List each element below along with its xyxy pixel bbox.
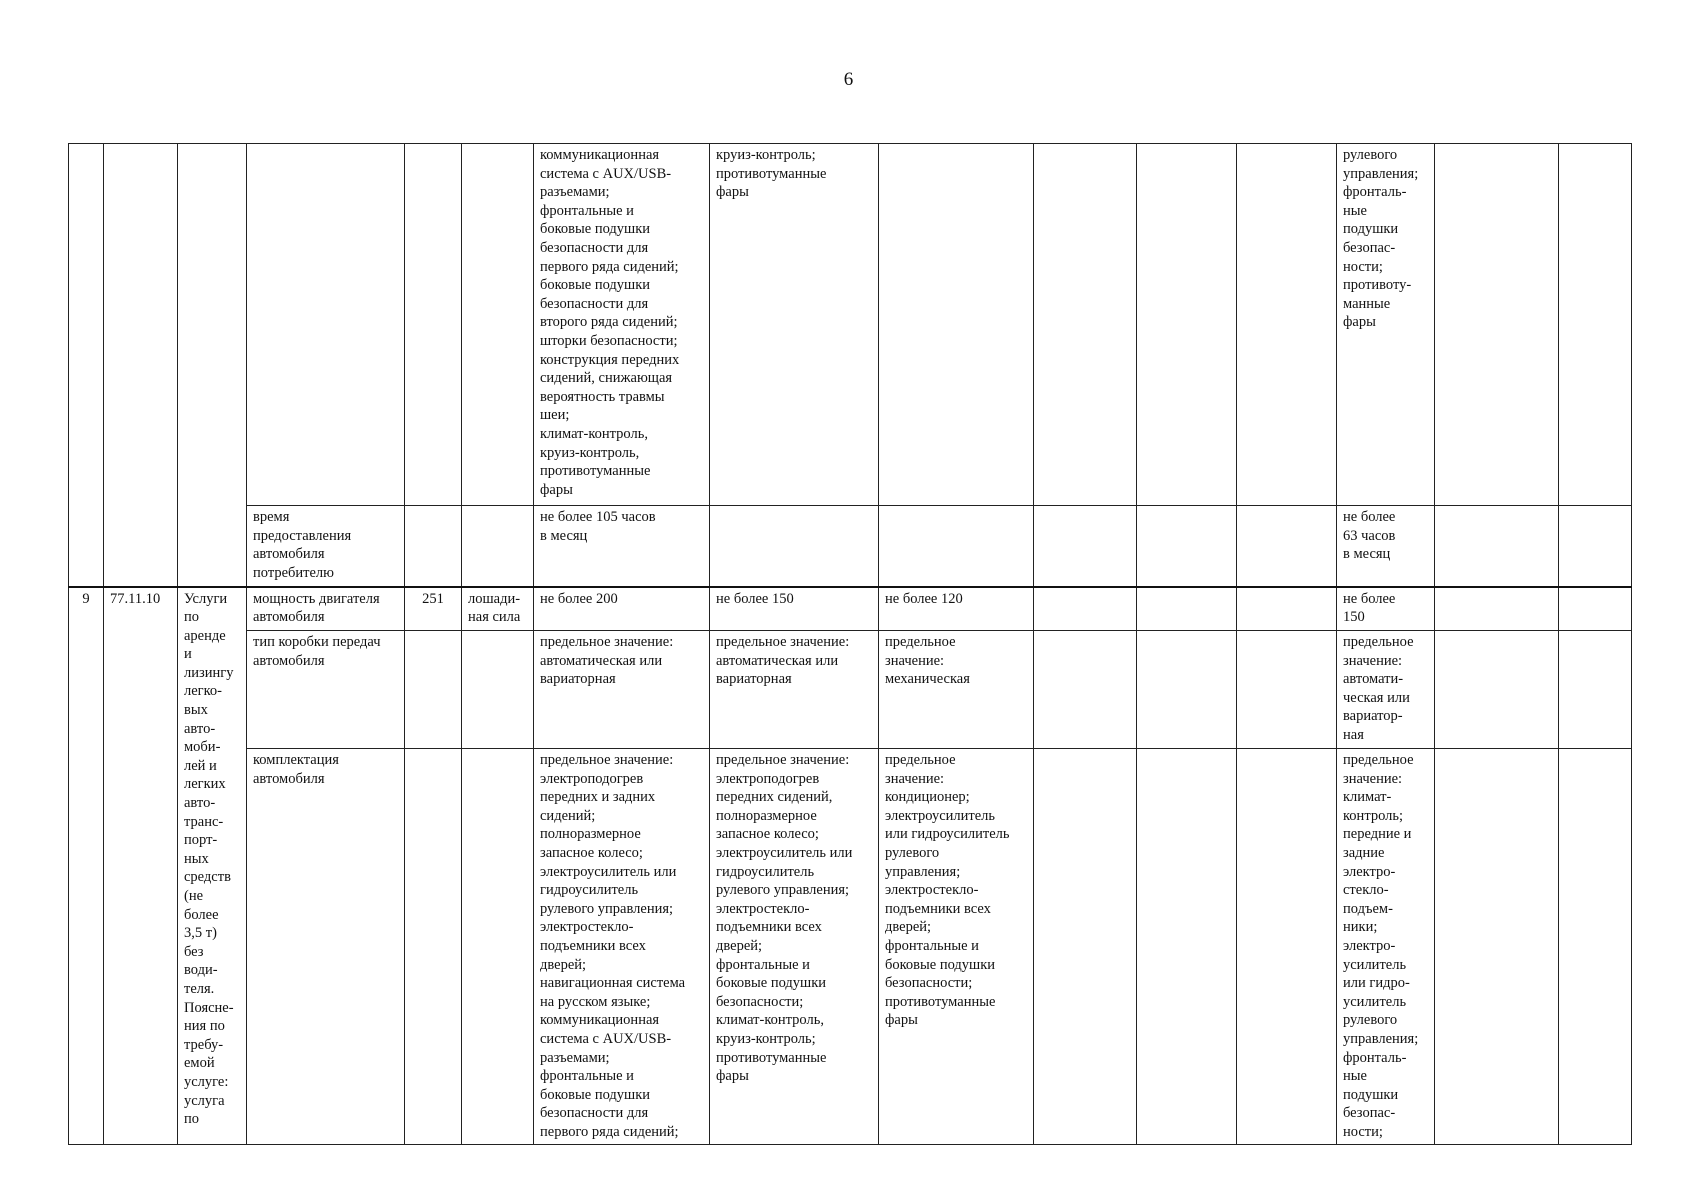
empty-cell: [1034, 631, 1137, 749]
empty-cell: [1237, 587, 1337, 631]
value-cell-last: не более 150: [1337, 587, 1435, 631]
page-number: 6: [843, 69, 854, 90]
service-cell: Услуги по аренде и лизингу легко- вых авто- моби- лей и легких авто- транс- порт- ных средств (не более 3,5 т) без води- теля. Поясне- ния по требу- емой услуге: услуга по: [178, 587, 247, 1145]
value-cell-last: рулевого управления; фронталь- ные подушки безопас- ности; противоту- манные фары: [1337, 144, 1435, 506]
empty-cell: [1559, 587, 1632, 631]
empty-cell: [1237, 144, 1337, 506]
service-cell: [178, 144, 247, 587]
table-row: [69, 749, 1632, 1145]
index-cell: [69, 144, 104, 587]
okei-code-cell: [405, 749, 462, 1145]
empty-cell: [1237, 506, 1337, 587]
okei-code-cell: [405, 631, 462, 749]
characteristic-cell: комплектация автомобиля: [247, 749, 405, 1145]
okei-code-cell: 251: [405, 587, 462, 631]
table-row: [69, 144, 1632, 506]
okei-code-cell: [405, 506, 462, 587]
table-row: [69, 506, 1632, 587]
empty-cell: [1435, 631, 1559, 749]
empty-cell: [1237, 631, 1337, 749]
empty-cell: [1559, 144, 1632, 506]
value-cell-last: не более 63 часов в месяц: [1337, 506, 1435, 587]
empty-cell: [1435, 587, 1559, 631]
empty-cell: [1137, 144, 1237, 506]
code-cell: [104, 144, 178, 587]
table-row: [69, 587, 1632, 631]
unit-cell: [462, 631, 534, 749]
empty-cell: [1034, 144, 1137, 506]
code-cell: 77.11.10: [104, 587, 178, 1145]
value-cell-3: не более 120: [879, 587, 1034, 631]
value-cell-2: предельное значение: электроподогрев передних сидений, полноразмерное запасное колесо; электроусилитель или гидроусилитель рулевого управления; электростекло- подъемники всех дверей; фронтальные и боковые подушки безопасности; климат-контроль, круиз-контроль; противотуманные фары: [710, 749, 879, 1145]
empty-cell: [1237, 749, 1337, 1145]
unit-cell: лошади- ная сила: [462, 587, 534, 631]
unit-cell: [462, 144, 534, 506]
unit-cell: [462, 749, 534, 1145]
value-cell-1: предельное значение: электроподогрев передних и задних сидений; полноразмерное запасное колесо; электроусилитель или гидроусилитель рулевого управления; электростекло- подъемники всех дверей; навигационная система на русском языке; коммуникационная система с AUX/USB- разъемами; фронтальные и боковые подушки безопасности для первого ряда сидений;: [534, 749, 710, 1145]
empty-cell: [1559, 506, 1632, 587]
characteristic-cell: мощность двигателя автомобиля: [247, 587, 405, 631]
empty-cell: [1034, 506, 1137, 587]
value-cell-3: предельное значение: механическая: [879, 631, 1034, 749]
empty-cell: [1559, 631, 1632, 749]
empty-cell: [1435, 144, 1559, 506]
empty-cell: [1034, 749, 1137, 1145]
value-cell-1: не более 105 часов в месяц: [534, 506, 710, 587]
empty-cell: [1137, 749, 1237, 1145]
unit-cell: [462, 506, 534, 587]
value-cell-1: коммуникационная система с AUX/USB- разъемами; фронтальные и боковые подушки безопасности для первого ряда сидений; боковые подушки безопасности для второго ряда сидений; шторки безопасности; конструкция передних сидений, снижающая вероятность травмы шеи; климат-контроль, круиз-контроль, противотуманные фары: [534, 144, 710, 506]
value-cell-2: не более 150: [710, 587, 879, 631]
value-cell-1: не более 200: [534, 587, 710, 631]
value-cell-2: круиз-контроль; противотуманные фары: [710, 144, 879, 506]
empty-cell: [1137, 587, 1237, 631]
value-cell-last: предельное значение: автомати- ческая или вариатор- ная: [1337, 631, 1435, 749]
characteristic-cell: [247, 144, 405, 506]
characteristic-cell: время предоставления автомобиля потребителю: [247, 506, 405, 587]
empty-cell: [1137, 631, 1237, 749]
value-cell-3: [879, 144, 1034, 506]
value-cell-3: предельное значение: кондиционер; электроусилитель или гидроусилитель рулевого управления; электростекло- подъемники всех дверей; фронтальные и боковые подушки безопасности; противотуманные фары: [879, 749, 1034, 1145]
requirements-table: [68, 143, 1632, 1145]
characteristic-cell: тип коробки передач автомобиля: [247, 631, 405, 749]
value-cell-2: [710, 506, 879, 587]
empty-cell: [1034, 587, 1137, 631]
index-cell: 9: [69, 587, 104, 1145]
table-row: [69, 631, 1632, 749]
empty-cell: [1559, 749, 1632, 1145]
value-cell-last: предельное значение: климат- контроль; передние и задние электро- стекло- подъем- ники; электро- усилитель или гидро- усилитель рулевого управления; фронталь- ные подушки безопас- ности;: [1337, 749, 1435, 1145]
empty-cell: [1435, 749, 1559, 1145]
empty-cell: [1137, 506, 1237, 587]
value-cell-3: [879, 506, 1034, 587]
value-cell-1: предельное значение: автоматическая или вариаторная: [534, 631, 710, 749]
value-cell-2: предельное значение: автоматическая или вариаторная: [710, 631, 879, 749]
okei-code-cell: [405, 144, 462, 506]
empty-cell: [1435, 506, 1559, 587]
